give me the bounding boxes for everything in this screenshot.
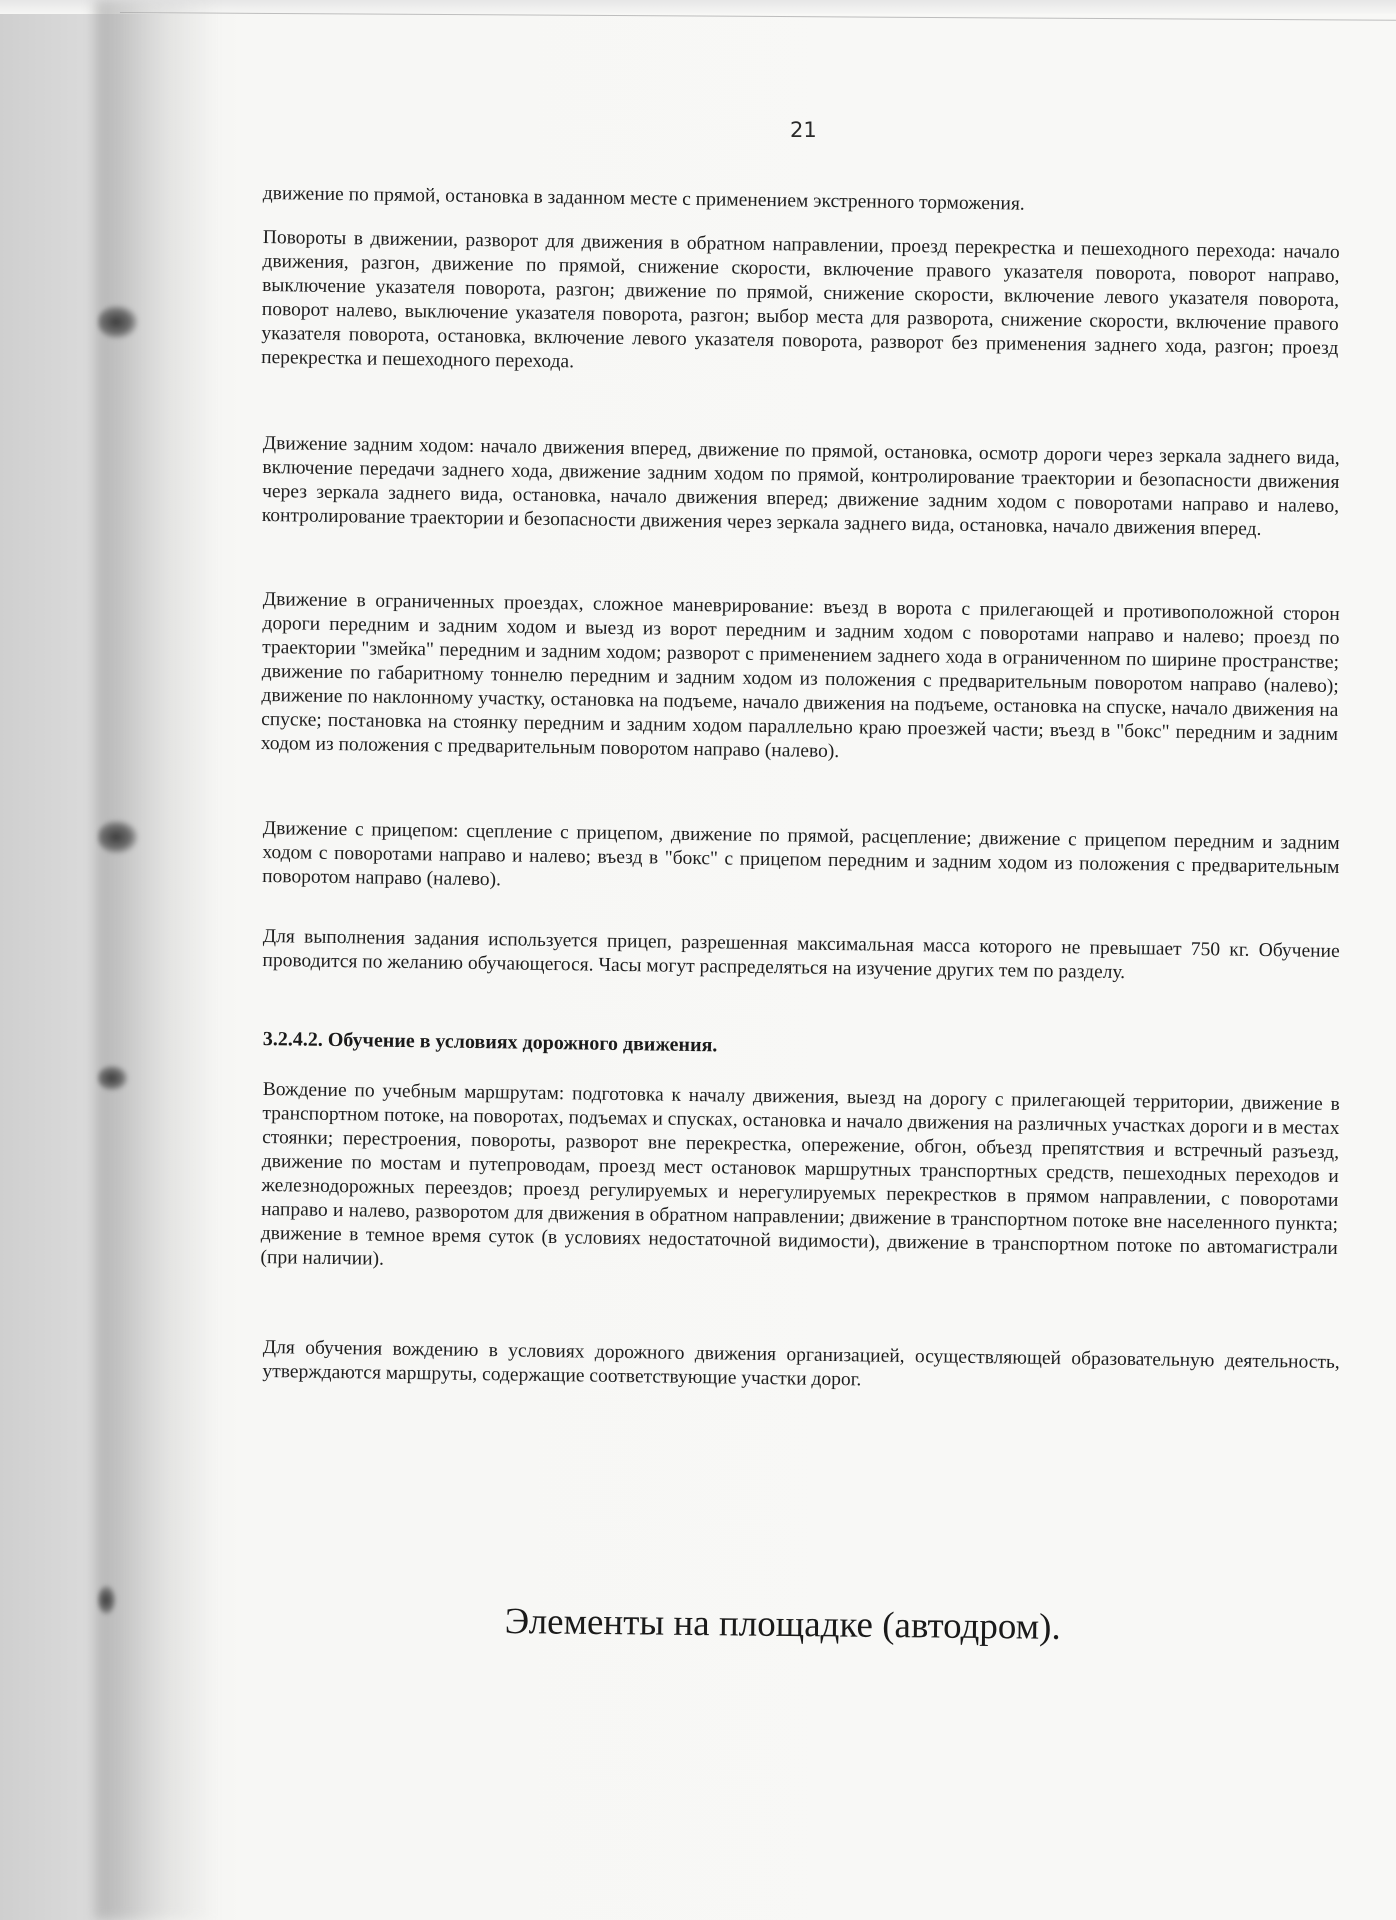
paragraph-routes-approval: Для обучения вождению в условиях дорожного движения организацией, осуществляющей образовательную деятельность, утверждаются маршруты, содержащие соответствующие участки дорог. — [262, 1336, 1340, 1391]
paragraph-intro: движение по прямой, остановка в заданном месте с применением экстренного торможения. — [262, 182, 1025, 215]
page-caption: Элементы на площадке (автодром). — [504, 1601, 1061, 1648]
paragraph-turns: Повороты в движении, разворот для движения в обратном направлении, проезд перекрестка и пешеходного перехода: начало движения, разгон, движение по прямой, снижение скорости, включение правого указателя поворота, поворот направо, выключение указателя поворота, разгон; движение по прямой, снижение скорости, включение левого указателя поворота, поворот налево, выключение указателя поворота, разгон; выбор места для разворота, снижение скорости, включение правого указателя поворота, остановка, включение левого указателя поворота, разворот без применения заднего хода, разгон; проезд перекрестка и пешеходного перехода. — [261, 226, 1340, 373]
paragraph-maneuvers: Движение в ограниченных проездах, сложное маневрирование: въезд в ворота с прилегающей и противоположной сторон дороги передним и задним ходом и выезд из ворот передним и задним ходом с поворотами направо и налево; проезд по траектории "змейка" передним и задним ходом; разворот с применением заднего хода в ограниченном по ширине пространстве; движение по габаритному тоннелю передним и задним ходом из положения с предварительным поворотом направо (налево); движение по наклонному участку, остановка на подъеме, начало движения на подъеме, остановка на спуске, начало движения на спуске; постановка на стоянку передним и задним ходом параллельно краю проезжей части; въезд в "бокс" передним и задним ходом из положения с предварительным поворотом направо (налево). — [260, 588, 1340, 763]
paragraph-trailer: Движение с прицепом: сцепление с прицепом, движение по прямой, расцепление; движение с прицепом передним и задним ходом с поворотами направо и налево; въезд в "бокс" с прицепом передним и задним ходом из положения с предварительным поворотом направо (налево). — [262, 817, 1340, 891]
binder-hole-mark — [98, 820, 138, 854]
page-number: 21 — [790, 118, 817, 142]
section-heading: 3.2.4.2. Обучение в условиях дорожного движения. — [262, 1028, 718, 1057]
paragraph-trailer-note: Для выполнения задания используется прицеп, разрешенная максимальная масса которого не превышает 750 кг. Обучение проводится по желанию обучающегося. Часы могут распределяться на изучение других тем по разделу. — [262, 925, 1340, 984]
binder-hole-mark — [98, 1585, 116, 1615]
binder-hole-mark — [98, 305, 138, 339]
paragraph-routes: Вождение по учебным маршрутам: подготовка к началу движения, выезд на дорогу с прилегающей территории, движение в транспортном потоке, на поворотах, подъемах и спусках, остановка и начало движения на различных участках дороги и в местах стоянки; перестроения, повороты, разворот вне перекрестка, опережение, обгон, объезд препятствия и встречный разъезд, движение по мостам и путепроводам, проезд мест остановок маршрутных транспортных средств, пешеходных переходов и железнодорожных переездов; проезд регулируемых и нерегулируемых перекрестков в прямом направлении, с поворотами направо и налево, разворотом для движения в обратном направлении; движение в транспортном потоке вне населенного пункта; движение в темное время суток (в условиях недостаточной видимости), движение в транспортном потоке по автомагистрали (при наличии). — [260, 1078, 1340, 1270]
paragraph-reverse: Движение задним ходом: начало движения вперед, движение по прямой, остановка, осмотр дороги через зеркала заднего вида, включение передачи заднего хода, движение задним ходом по прямой, контролирование траектории и безопасности движения через зеркала заднего вида, остановка, начало движения вперед; движение задним ходом с поворотами направо и налево, контролирование траектории и безопасности движения через зеркала заднего вида, остановка, начало движения вперед. — [261, 432, 1340, 540]
binding-shadow — [95, 0, 215, 1920]
binder-hole-mark — [98, 1065, 128, 1091]
